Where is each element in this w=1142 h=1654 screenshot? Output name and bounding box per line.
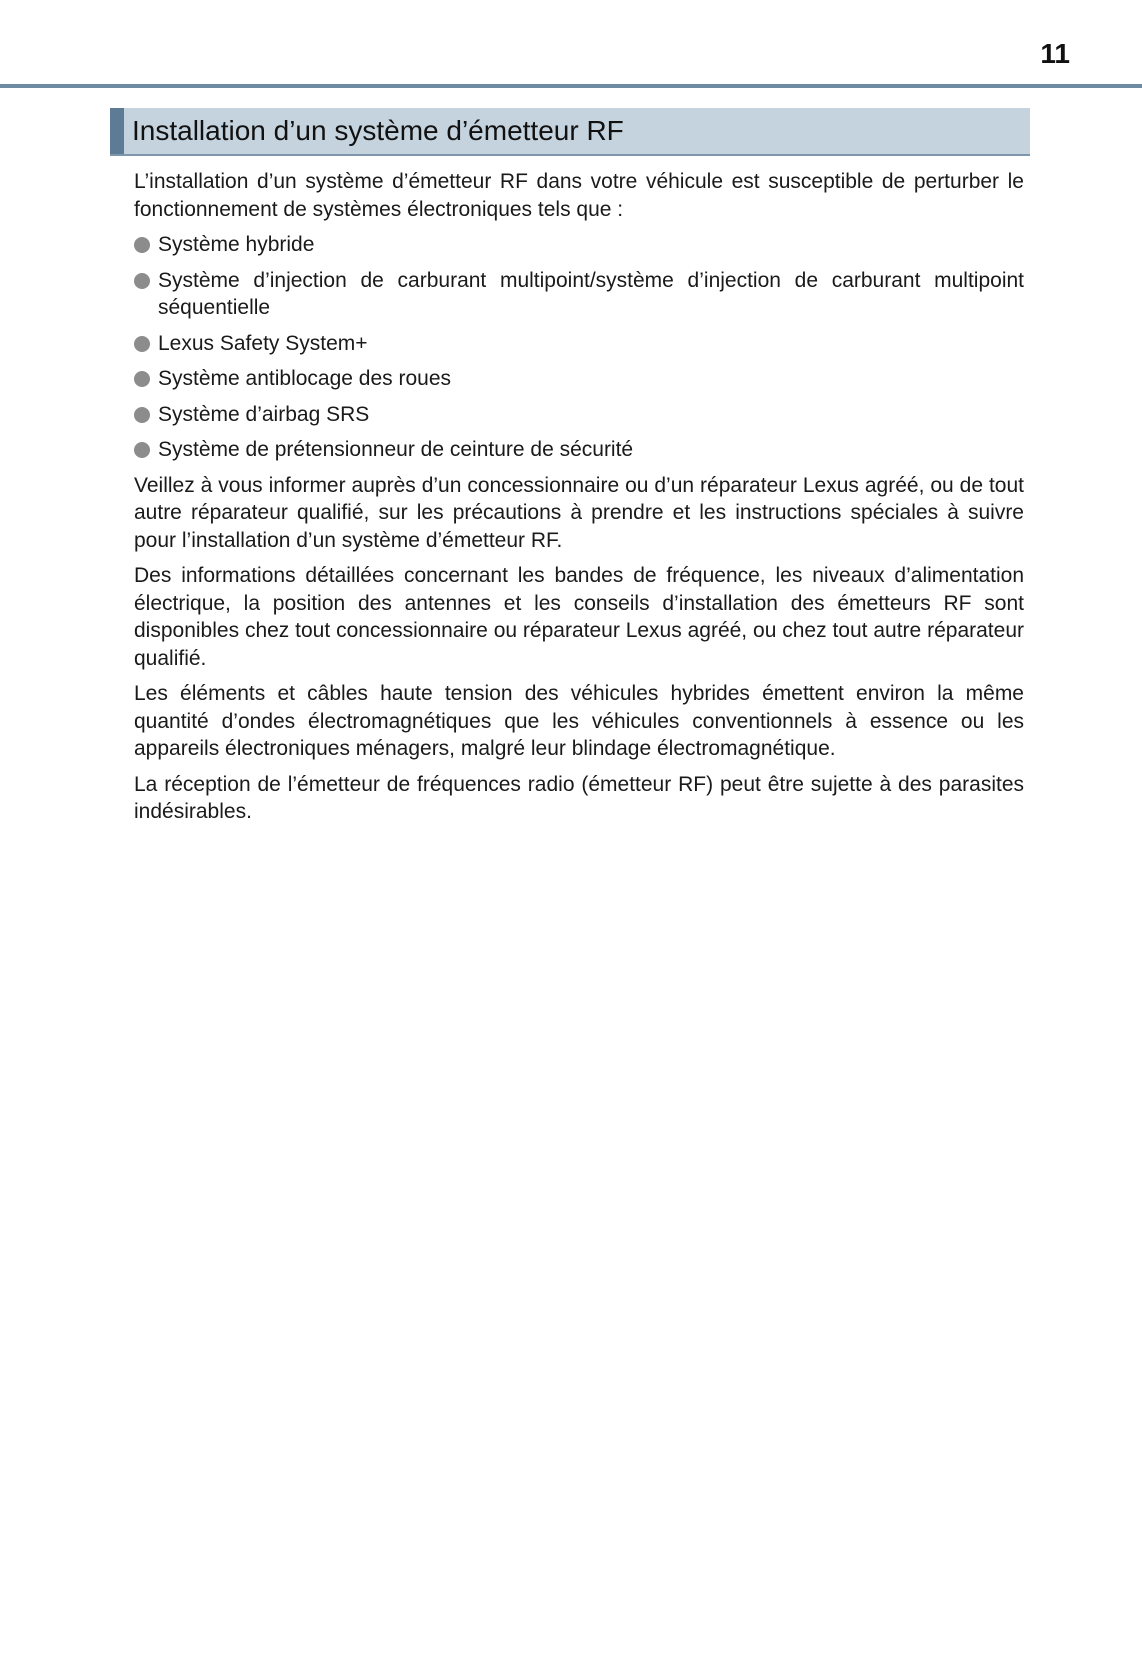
electromagnetic-waves-paragraph: Les éléments et câbles haute tension des véhicules hybrides émettent environ la même quantité d’ondes électromagnétiques que les véhicules conventionnels à essence ou les appareils électroniques ménagers, malgré leur blindage électromagnétique. [134,682,1024,760]
frequency-info-paragraph: Des informations détaillées concernant les bandes de fréquence, les niveaux d’alimentation électrique, la position des antennes et les conseils d’installation des émetteurs RF sont disponibles chez tout concessionnaire ou réparateur Lexus agréé, ou chez tout autre réparateur qualifié. [134,564,1024,670]
page-number: 11 [1040,38,1070,69]
list-item [134,436,1024,464]
bullet-dot-icon [134,237,150,253]
list-item-text: Système d’airbag SRS [158,402,370,426]
bullet-dot-icon [134,407,150,423]
list-item [134,231,1024,259]
section-title: Installation d’un système d’émetteur RF [132,115,624,146]
list-item-text: Système antiblocage des roues [158,367,452,390]
bullet-dot-icon [134,336,150,352]
list-item-text: Système hybride [158,233,315,256]
header-rule [0,84,1142,88]
bullet-dot-icon [134,371,150,387]
list-item-text: Système d’injection de carburant multipoint/système d’injection de carburant multipoint séquentielle [158,268,1024,319]
list-item [134,330,1024,358]
list-item-text: Système de prétensionneur de ceinture de sécurité [158,438,634,461]
section-accent-bar [110,108,124,154]
list-item [134,365,1024,393]
intro-paragraph: L’installation d’un système d’émetteur RF dans votre véhicule est susceptible de perturber le fonctionnement de systèmes électroniques tels que : [134,170,1024,221]
bullet-dot-icon [134,273,150,289]
section-body [134,168,1024,834]
bullet-dot-icon [134,442,150,458]
section-header [110,108,1030,156]
reception-interference-paragraph: La réception de l’émetteur de fréquences radio (émetteur RF) peut être sujette à des parasites indésirables. [134,772,1024,823]
dealer-advice-paragraph: Veillez à vous informer auprès d’un concessionnaire ou d’un réparateur Lexus agréé, ou de tout autre réparateur qualifié, sur les précautions à prendre et les instructions spéciales à suivre pour l’installation d’un système d’émetteur RF. [134,473,1024,552]
list-item [134,267,1024,322]
affected-systems-list [134,231,1024,464]
list-item-text: Lexus Safety System+ [158,331,368,355]
list-item [134,401,1024,429]
